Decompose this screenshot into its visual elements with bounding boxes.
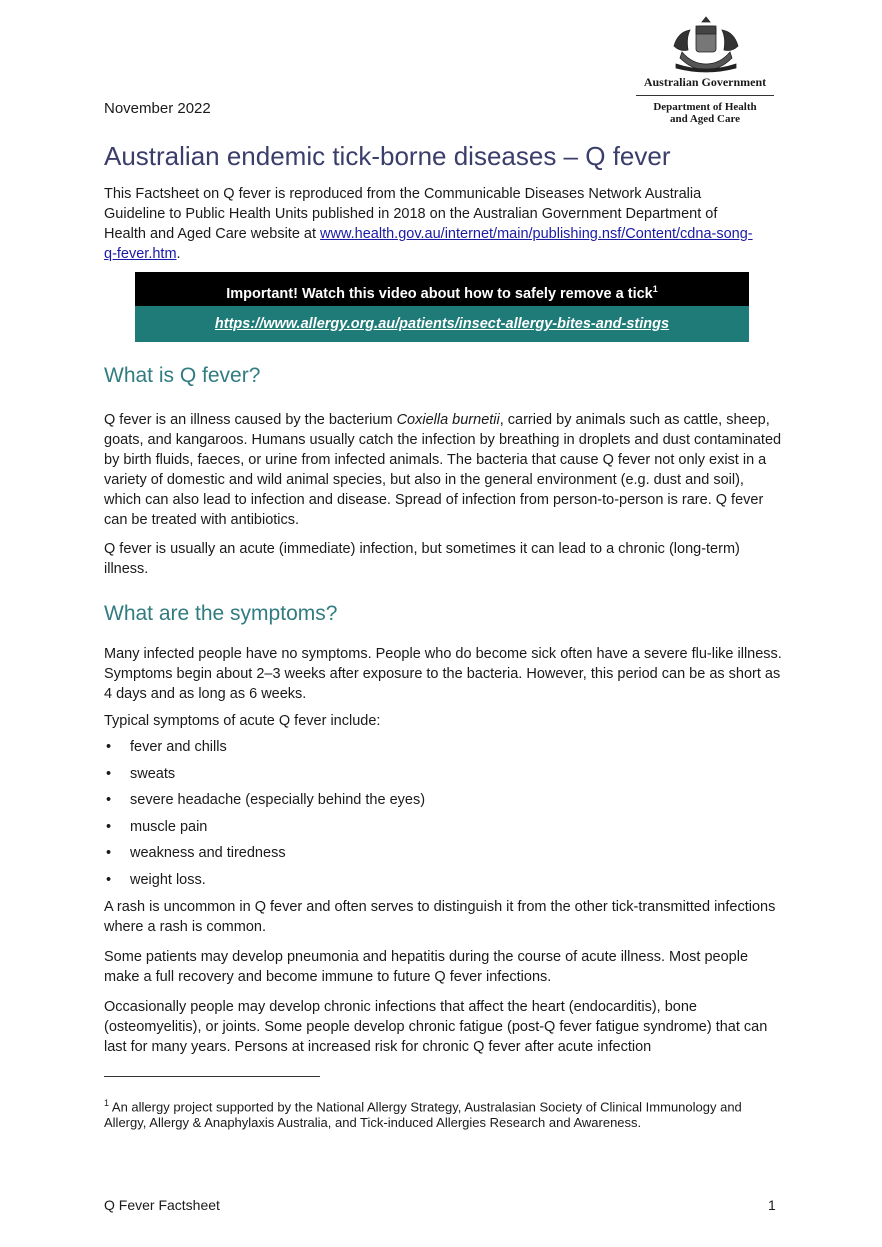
list-item xyxy=(104,764,784,791)
text-run: Q fever is an illness caused by the bacterium xyxy=(104,412,397,428)
page-title: Australian endemic tick-borne diseases – Q fever xyxy=(104,141,671,171)
species-name: Coxiella burnetii xyxy=(396,412,500,428)
government-branding xyxy=(630,75,780,125)
footnote-ref: 1 xyxy=(652,284,658,294)
banner-link-row xyxy=(135,306,749,342)
list-item-text: weight loss. xyxy=(130,871,206,888)
bullet-icon: • xyxy=(106,792,112,808)
page-number: 1 xyxy=(768,1197,776,1213)
banner-notice xyxy=(135,272,749,306)
health-gov-link[interactable]: www.health.gov.au/internet/main/publishing.nsf/Content/cdna-song-q-fever.htm xyxy=(104,226,753,262)
list-item-text: severe headache (especially behind the eyes) xyxy=(130,792,426,808)
paragraph: Many infected people have no symptoms. People who do become sick often have a severe flu-like illness. Symptoms begin about 2–3 weeks after exposure to the bacteria. However, this period can be as short as 4 days and as long as 6 weeks. xyxy=(104,646,782,702)
section-heading: What are the symptoms? xyxy=(104,602,338,625)
bullet-icon: • xyxy=(106,818,112,835)
list-item xyxy=(104,843,784,870)
intro-paragraph xyxy=(104,184,759,264)
department-line-1: Department of Health xyxy=(653,101,757,113)
paragraph: A rash is uncommon in Q fever and often serves to distinguish it from the other tick-transmitted infections where a rash is common. xyxy=(104,899,776,935)
footnote xyxy=(104,1095,774,1131)
list-item-text: fever and chills xyxy=(130,739,227,755)
document-date: November 2022 xyxy=(104,100,211,117)
bullet-icon: • xyxy=(106,845,112,861)
paragraph: Occasionally people may develop chronic infections that affect the heart (endocarditis), bone (osteomyelitis), or joints. Some people develop chronic fatigue (post-Q fever fatigue syndrome) that can last for many years. Persons at increased risk for chronic Q fever after acute infection xyxy=(104,999,768,1055)
list-item xyxy=(104,870,784,897)
list-item-text: muscle pain xyxy=(130,818,208,835)
paragraph: Some patients may develop pneumonia and hepatitis during the course of acute illness. Most people make a full recovery and become immune to future Q fever infections. xyxy=(104,949,749,985)
banner-notice-text: Important! Watch this video about how to safely remove a tick xyxy=(226,285,653,302)
footnote-text: An allergy project supported by the National Allergy Strategy, Australasian Society of Clinical Immunology and Allergy, Allergy & Anaphylaxis Australia, and Tick-induced Allergies Research and Awareness. xyxy=(104,1099,742,1131)
paragraph xyxy=(104,410,784,530)
intro-end: . xyxy=(176,246,181,262)
text-run: , carried by animals such as cattle, sheep, goats, and kangaroos. Humans usually catch the infection by breathing in droplets and dust contaminated by birth fluids, faeces, or urine from infected animals. The bacteria that cause Q fever not only exist in a variety of domestic and wild animal species, but also in the general environment (e.g. dust and soil), which can also lead to infection and disease. Spread of infection from person-to-person is rare. Q fever can be treated with antibiotics. xyxy=(104,412,782,528)
list-item xyxy=(104,817,784,844)
branding-divider xyxy=(636,95,774,96)
section-what-is-q-fever xyxy=(104,364,784,579)
coat-of-arms-logo xyxy=(668,16,744,74)
gov-name: Australian Government xyxy=(643,75,767,89)
tick-video-banner xyxy=(135,272,749,342)
allergy-video-link[interactable]: https://www.allergy.org.au/patients/insect-allergy-bites-and-stings xyxy=(214,316,670,332)
symptom-list xyxy=(104,737,784,896)
bullet-icon: • xyxy=(106,765,112,782)
list-item-text: weakness and tiredness xyxy=(130,845,286,861)
list-item xyxy=(104,737,784,764)
footer-title: Q Fever Factsheet xyxy=(104,1197,220,1213)
list-item-text: sweats xyxy=(130,765,176,782)
paragraph: Typical symptoms of acute Q fever include: xyxy=(104,713,381,729)
section-heading: What is Q fever? xyxy=(104,364,261,387)
bullet-icon: • xyxy=(106,739,112,755)
list-item xyxy=(104,790,784,817)
footnote-divider xyxy=(104,1076,320,1077)
department-line-2: and Aged Care xyxy=(669,113,741,125)
section-symptoms xyxy=(104,602,784,1057)
paragraph: Q fever is usually an acute (immediate) infection, but sometimes it can lead to a chronic (long-term) illness. xyxy=(104,541,740,577)
footnote-mark: 1 xyxy=(104,1098,110,1108)
bullet-icon: • xyxy=(106,871,112,888)
intro-text: This Factsheet on Q fever is reproduced from the Communicable Diseases Network Australia Guideline to Public Health Units published in 2018 on the Australian Government Department of Health and Aged Care website at xyxy=(104,186,718,242)
